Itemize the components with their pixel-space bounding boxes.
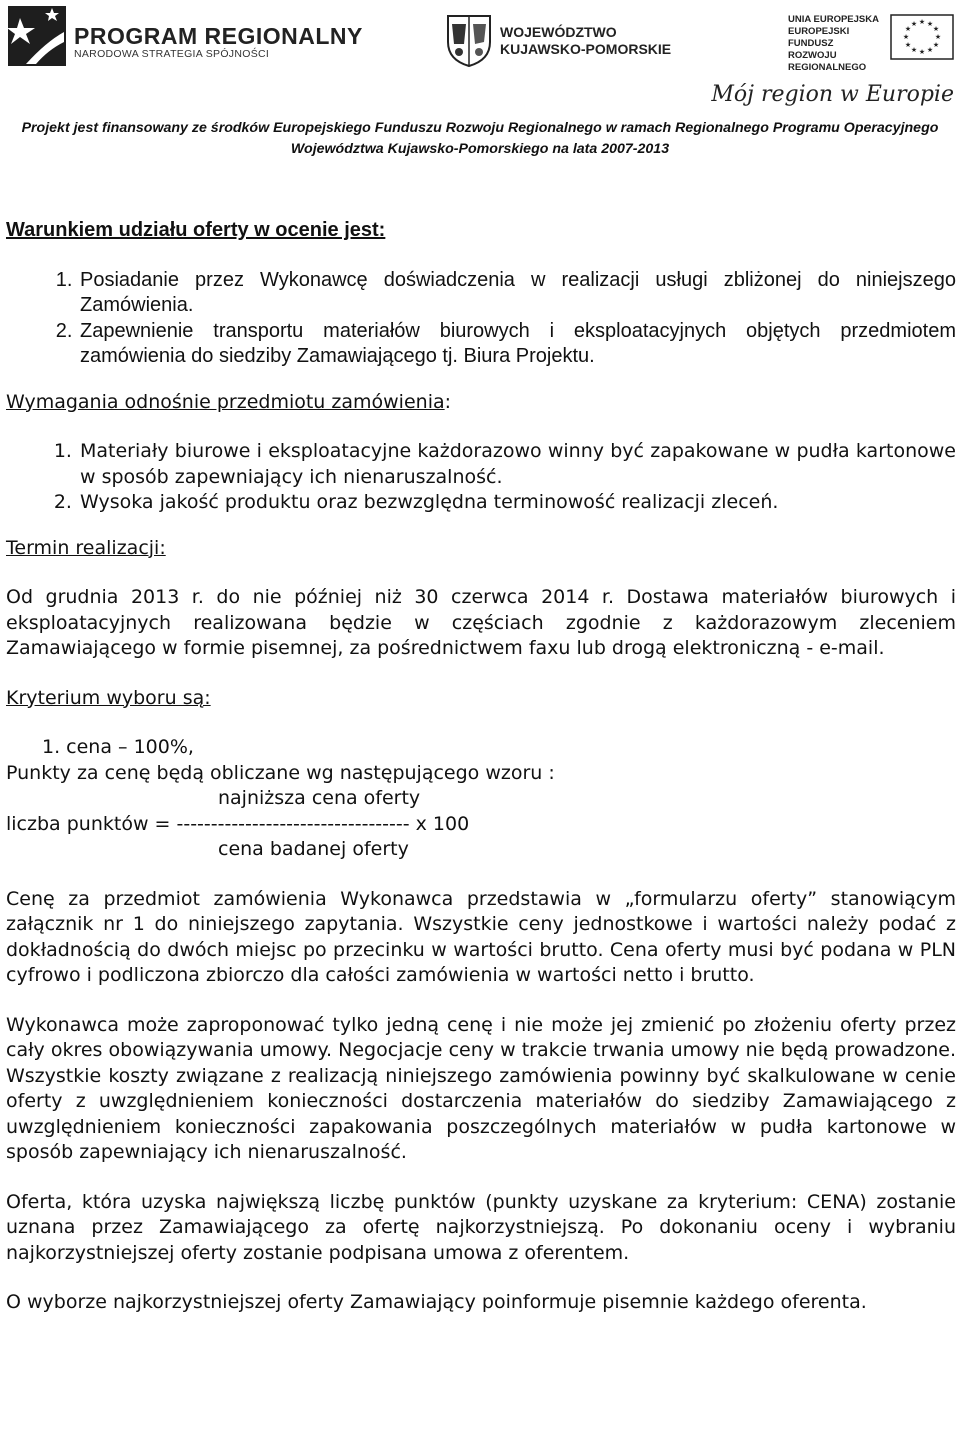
voivodeship-line-2: KUJAWSKO-POMORSKIE (500, 41, 672, 57)
document-body (6, 218, 956, 1316)
list-item: 2. Wysoka jakość produktu oraz bezwzględna terminowość realizacji zleceń. (78, 490, 956, 516)
funding-line-2: Województwa Kujawsko-Pomorskiego na lata 2007-2013 (290, 141, 670, 157)
funding-line-1: Projekt jest finansowany ze środków Europejskiego Funduszu Rozwoju Regionalnego w ramach Regionalnego Programu Operacyjnego (21, 120, 939, 136)
svg-text:★: ★ (918, 18, 926, 26)
eu-flag-icon (890, 14, 954, 60)
program-regionalny-logo (6, 2, 363, 68)
formula-numerator: najniższa cena oferty (218, 787, 421, 809)
deadline-text: Od grudnia 2013 r. do nie później niż 30 czerwca 2014 r. Dostawa materiałów biurowych i eksploatacyjnych realizowana będzie w częściach zgodnie z każdorazowym zleceniem Zamawiającego w formie pisemnej, za pośrednictwem faxu lub drogą elektroniczną - e-mail. (6, 586, 956, 659)
criteria-heading: Kryterium wyboru są: (6, 686, 211, 709)
formula-line: liczba punktów = ---------------------------------- x 100 (6, 812, 470, 835)
svg-text:★: ★ (904, 25, 912, 33)
voivodeship-logo (446, 14, 671, 68)
eu-logo (788, 14, 954, 74)
document-header (0, 0, 960, 170)
star-emblem-icon (6, 2, 68, 68)
eu-line-3: ROZWOJU REGIONALNEGO (788, 50, 867, 73)
svg-text:★: ★ (918, 48, 926, 56)
coat-of-arms-icon (446, 14, 492, 68)
requirements-heading (6, 390, 956, 416)
conditions-heading: Warunkiem udziału oferty w ocenie jest: (6, 219, 386, 241)
formula-intro: Punkty za cenę będą obliczane wg następującego wzoru : (6, 761, 555, 784)
formula-denominator: cena badanej oferty (218, 838, 409, 860)
svg-text:★: ★ (932, 41, 940, 49)
requirements-list (6, 439, 956, 516)
motto: Mój region w Europie (711, 82, 954, 107)
conditions-list (6, 268, 956, 370)
deadline-heading: Termin realizacji: (6, 536, 166, 559)
funding-note (0, 118, 960, 160)
svg-text:★: ★ (934, 33, 942, 41)
list-item: 2. Zapewnienie transportu materiałów biurowych i eksploatacyjnych objętych przedmiotem zamówienia do siedziby Zamawiającego tj. Biura Projektu. (78, 319, 956, 370)
svg-text:★: ★ (904, 41, 912, 49)
requirements-heading-colon: : (444, 390, 452, 413)
paragraph-selection: Oferta, która uzyska największą liczbę punktów (punkty uzyskane za kryterium: CENA) zostanie uznana przez Zamawiającego za ofertę najkorzystniejszą. Po dokonaniu oceny i wybraniu najkorzystniejszej oferty zostanie podpisana umowa z oferentem. (6, 1190, 956, 1264)
eu-line-1: UNIA EUROPEJSKA (788, 14, 879, 25)
list-item: 1. Posiadanie przez Wykonawcę doświadczenia w realizacji usługi zbliżonej do niniejszego Zamówienia. (78, 268, 956, 319)
svg-text:★: ★ (910, 46, 918, 54)
paragraph-price: Cenę za przedmiot zamówienia Wykonawca przedstawia w „formularzu oferty” stanowiącym załącznik nr 1 do niniejszego zapytania. Wszystkie ceny jednostkowe i wartości należy podać z dokładnością do dwóch miejsc po przecinku w wartości brutto. Cena oferty musi być podana w PLN cyfrowo i podliczona zbiorczo dla całości zamówienia w wartości netto i brutto. (6, 887, 956, 986)
voivodeship-line-1: WOJEWÓDZTWO (500, 24, 617, 40)
svg-text:★: ★ (910, 20, 918, 28)
list-item: 1. Materiały biurowe i eksploatacyjne każdorazowo winny być zapakowane w pudła kartonowe w sposób zapewniający ich nienaruszalność. (78, 439, 956, 490)
program-subtitle: NARODOWA STRATEGIA SPÓJNOŚCI (74, 48, 270, 60)
criteria-item-price: 1. cena – 100%, (42, 736, 194, 758)
svg-text:★: ★ (932, 25, 940, 33)
svg-text:★: ★ (926, 46, 934, 54)
paragraph-costs: Wykonawca może zaproponować tylko jedną cenę i nie może jej zmienić po złożeniu oferty przez cały okres obowiązywania umowy. Negocjacje ceny w trakcie trwania umowy nie będą prowadzone. Wszystkie koszty związane z realizacją niniejszego zamówienia powinny być skalkulowane w cenie oferty z uwzględnieniem konieczności dostarczenia materiałów do siedziby Zamawiającego z uwzględnieniem konieczności zapakowania poszczególnych materiałów w pudła kartonowe w sposób zapewniający ich nienaruszalność. (6, 1013, 956, 1163)
eu-line-2: EUROPEJSKI FUNDUSZ (788, 26, 850, 49)
program-title: PROGRAM REGIONALNY (74, 23, 363, 49)
paragraph-notification: O wyborze najkorzystniejszej oferty Zamawiający poinformuje pisemnie każdego oferenta. (6, 1291, 867, 1313)
requirements-heading-text: Wymagania odnośnie przedmiotu zamówienia (6, 390, 445, 413)
svg-text:★: ★ (926, 20, 934, 28)
svg-text:★: ★ (902, 33, 910, 41)
